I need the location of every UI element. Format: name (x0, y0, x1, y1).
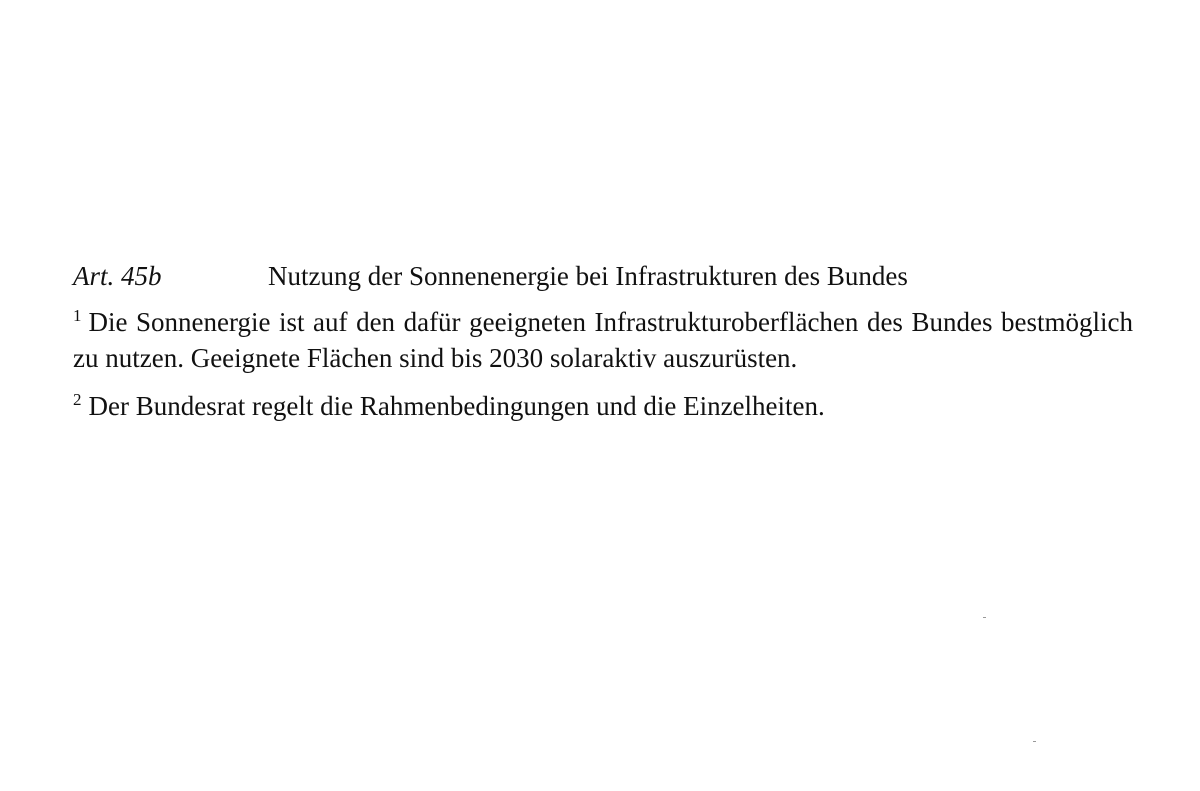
paragraph-1-marker: 1 (73, 306, 82, 325)
paragraph-1-text: Die Sonnenergie ist auf den dafür geeigneten Infrastrukturoberflächen des Bundes bestmöglich zu nutzen. Geeignete Flächen sind bis 2030 solaraktiv auszurüsten. (73, 307, 1133, 373)
article-heading (73, 258, 1133, 294)
paragraph-2 (73, 390, 1133, 426)
scan-speck (1033, 741, 1036, 742)
paragraph-1 (73, 306, 1133, 374)
paragraph-2-text: Der Bundesrat regelt die Rahmenbedingungen und die Einzelheiten. (88, 391, 825, 421)
scan-speck (983, 617, 986, 618)
paragraph-2-marker: 2 (73, 390, 82, 409)
article-number: Art. 45b (73, 261, 162, 291)
article-title: Nutzung der Sonnenenergie bei Infrastrukturen des Bundes (268, 261, 908, 291)
article-45b (73, 258, 1133, 426)
